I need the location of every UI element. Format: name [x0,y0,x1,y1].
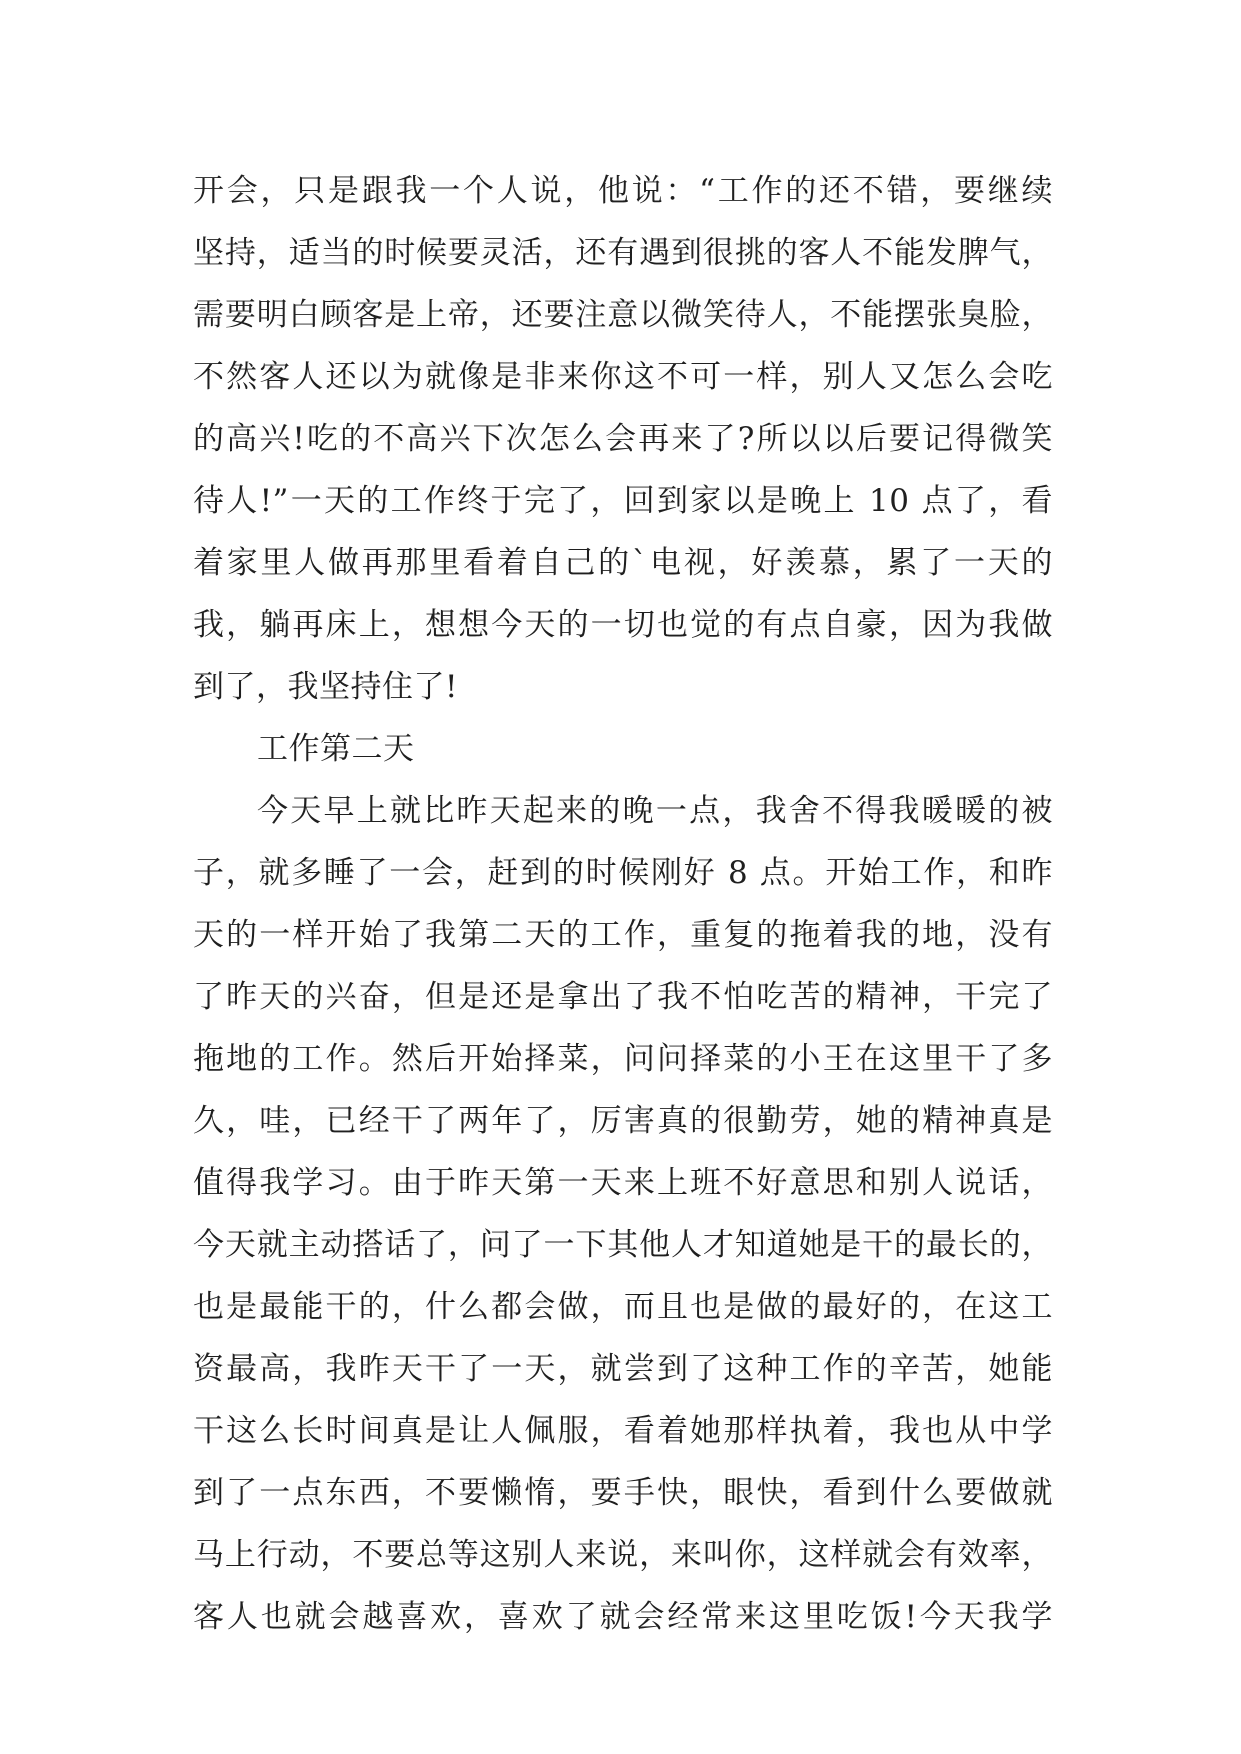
text-line: 今天就主动搭话了，问了一下其他人才知道她是干的最长的， [193,1227,1053,1263]
text-line: 坚持，适当的时候要灵活，还有遇到很挑的客人不能发脾气， [193,235,1053,271]
text-line: 着家里人做再那里看着自己的`电视，好羡慕，累了一天的 [193,545,1053,581]
text-line: 到了一点东西，不要懒惰，要手快，眼快，看到什么要做就 [193,1475,1053,1511]
text-line: 我，躺再床上，想想今天的一切也觉的有点自豪，因为我做 [193,607,1053,643]
text-line: 也是最能干的，什么都会做，而且也是做的最好的，在这工 [193,1289,1053,1325]
text-line: 待人!”一天的工作终于完了，回到家以是晚上 10 点了，看 [193,483,1053,519]
text-line: 了昨天的兴奋，但是还是拿出了我不怕吃苦的精神，干完了 [193,979,1053,1015]
text-line: 的高兴!吃的不高兴下次怎么会再来了?所以以后要记得微笑 [193,421,1053,457]
text-line: 久，哇，已经干了两年了，厉害真的很勤劳，她的精神真是 [193,1103,1053,1139]
text-line: 不然客人还以为就像是非来你这不可一样，别人又怎么会吃 [193,359,1053,395]
text-line: 拖地的工作。然后开始择菜，问问择菜的小王在这里干了多 [193,1041,1053,1077]
text-line: 客人也就会越喜欢，喜欢了就会经常来这里吃饭!今天我学 [193,1599,1053,1635]
text-line: 需要明白顾客是上帝，还要注意以微笑待人，不能摆张臭脸， [193,297,1053,333]
text-line: 天的一样开始了我第二天的工作，重复的拖着我的地，没有 [193,917,1053,953]
text-line: 马上行动，不要总等这别人来说，来叫你，这样就会有效率， [193,1537,1053,1573]
section-heading: 工作第二天 [257,731,415,767]
text-line: 子，就多睡了一会，赶到的时候刚好 8 点。开始工作，和昨 [193,855,1053,891]
text-line: 今天早上就比昨天起来的晚一点，我舍不得我暖暖的被 [257,793,1053,829]
document-body [193,160,1053,1648]
text-line: 到了，我坚持住了! [193,669,458,705]
text-line: 资最高，我昨天干了一天，就尝到了这种工作的辛苦，她能 [193,1351,1053,1387]
text-line: 值得我学习。由于昨天第一天来上班不好意思和别人说话， [193,1165,1053,1201]
text-line: 干这么长时间真是让人佩服，看着她那样执着，我也从中学 [193,1413,1053,1449]
text-line: 开会，只是跟我一个人说，他说：“工作的还不错，要继续 [193,173,1053,209]
